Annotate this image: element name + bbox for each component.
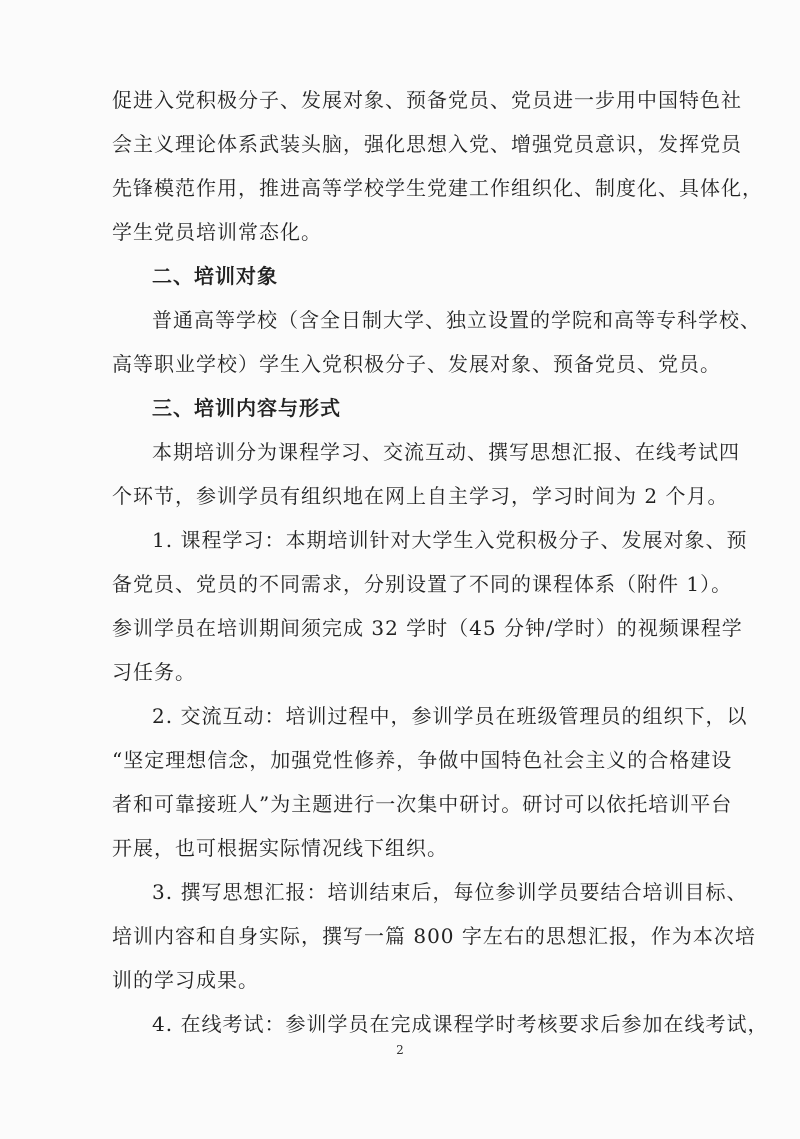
body-line: 2. 交流互动：培训过程中，参训学员在班级管理员的组织下，以 [152,704,748,728]
body-line: 个环节，参训学员有组织地在网上自主学习，学习时间为 2 个月。 [112,484,729,508]
body-line: 备党员、党员的不同需求，分别设置了不同的课程体系（附件 1）。 [112,572,733,596]
section-heading: 二、培训对象 [152,264,278,288]
body-line: 4. 在线考试：参训学员在完成课程学时考核要求后参加在线考试， [152,1012,769,1036]
body-line: 学生党员培训常态化。 [112,220,322,244]
body-line: 者和可靠接班人”为主题进行一次集中研讨。研讨可以依托培训平台 [112,792,733,816]
body-line: 3. 撰写思想汇报：培训结束后，每位参训学员要结合培训目标、 [152,880,748,904]
section-heading: 三、培训内容与形式 [152,396,341,420]
body-line: 先锋模范作用，推进高等学校学生党建工作组织化、制度化、具体化， [112,176,763,200]
body-line: 1. 课程学习：本期培训针对大学生入党积极分子、发展对象、预 [152,528,748,552]
body-line: 训的学习成果。 [112,968,259,992]
body-line: 培训内容和自身实际，撰写一篇 800 字左右的思想汇报，作为本次培 [112,924,756,948]
body-line: 会主义理论体系武装头脑，强化思想入党、增强党员意识，发挥党员 [112,132,742,156]
body-line: 参训学员在培训期间须完成 32 学时（45 分钟/学时）的视频课程学 [112,616,743,640]
body-line: 普通高等学校（含全日制大学、独立设置的学院和高等专科学校、 [152,308,761,332]
body-line: 促进入党积极分子、发展对象、预备党员、党员进一步用中国特色社 [112,88,742,112]
body-line: 本期培训分为课程学习、交流互动、撰写思想汇报、在线考试四 [152,440,740,464]
body-line: 习任务。 [112,660,196,684]
body-line: “坚定理想信念，加强党性修养，争做中国特色社会主义的合格建设 [112,748,733,772]
page-number: 2 [396,1043,404,1057]
body-line: 开展，也可根据实际情况线下组织。 [112,836,448,860]
body-line: 高等职业学校）学生入党积极分子、发展对象、预备党员、党员。 [112,352,721,376]
